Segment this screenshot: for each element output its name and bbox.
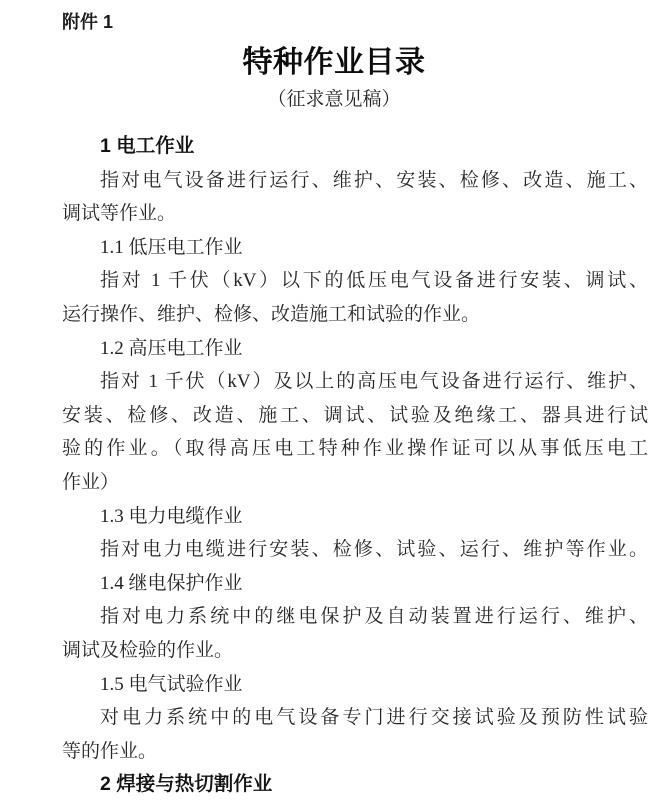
document-title: 特种作业目录: [242, 46, 426, 79]
text-line: 指对电力系统中的继电保护及自动装置进行运行、维护、: [100, 606, 648, 628]
text-line: 安装、检修、改造、施工、调试、试验及绝缘工、器具进行试: [62, 404, 648, 426]
subsection-heading: 1.5 电气试验作业: [100, 673, 243, 695]
text-line: 对电力系统中的电气设备专门进行交接试验及预防性试验: [100, 707, 648, 729]
text-line: 指对 1 千伏（kV）以下的低压电气设备进行安装、调试、: [100, 270, 648, 292]
subsection-heading: 1.3 电力电缆作业: [100, 505, 243, 527]
text-line: 指对 1 千伏（kV）及以上的高压电气设备进行运行、维护、: [100, 371, 648, 393]
text-line: 指对电气设备进行运行、维护、安装、检修、改造、施工、: [100, 169, 648, 191]
section-heading: 2 焊接与热切割作业: [100, 773, 273, 796]
text-line: 验的作业。（取得高压电工特种作业操作证可以从事低压电工: [62, 438, 648, 460]
subsection-heading: 1.2 高压电工作业: [100, 337, 243, 359]
text-line: 调试及检验的作业。: [62, 639, 234, 661]
text-line: 运行操作、维护、检修、改造施工和试验的作业。: [62, 303, 481, 325]
subsection-heading: 1.1 低压电工作业: [100, 236, 243, 258]
section-heading: 1 电工作业: [100, 135, 195, 157]
text-line: 等的作业。: [62, 740, 158, 762]
attachment-label: 附件 1: [62, 12, 114, 32]
document-subtitle: （征求意见稿）: [267, 89, 401, 110]
subsection-heading: 1.4 继电保护作业: [100, 572, 243, 594]
text-line: 指对电力电缆进行安装、检修、试验、运行、维护等作业。: [100, 539, 648, 561]
text-line: 调试等作业。: [62, 203, 177, 225]
text-line: 作业）: [62, 471, 120, 493]
document-body: [62, 130, 648, 802]
